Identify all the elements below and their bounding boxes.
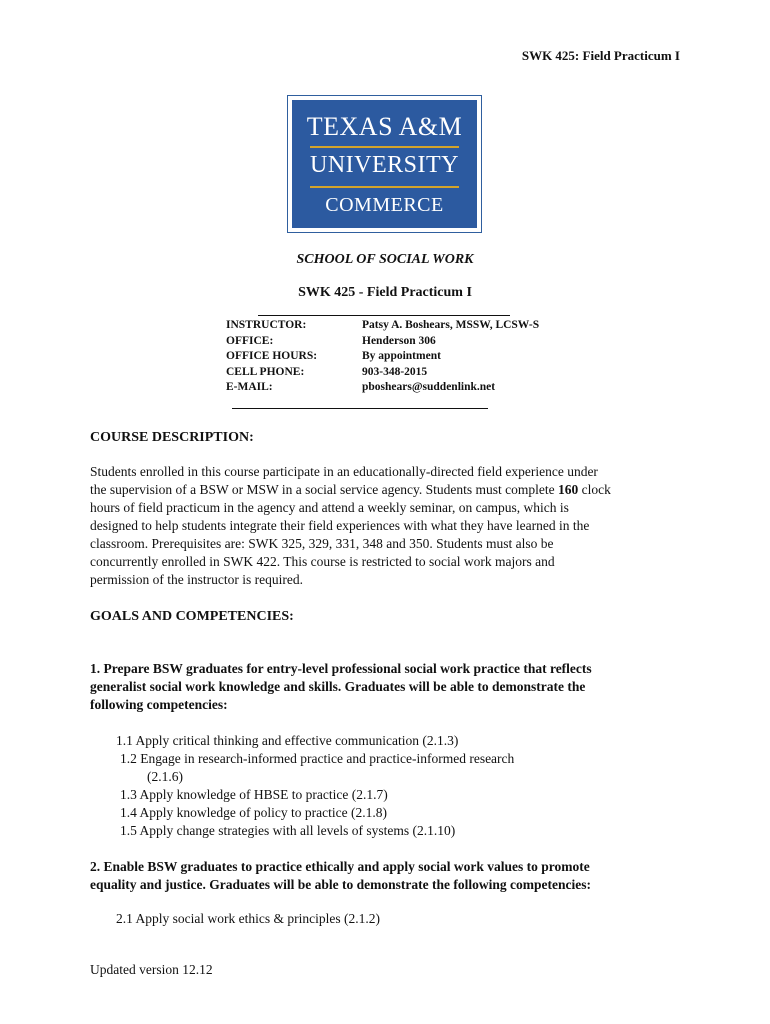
top-divider	[258, 315, 510, 316]
cell-phone-value: 903-348-2015	[362, 365, 428, 378]
cell-phone-label: CELL PHONE:	[226, 365, 305, 378]
email-label: E-MAIL:	[226, 381, 273, 393]
office-hours-value: By appointment	[362, 350, 441, 362]
goal-2-line: equality and justice. Graduates will be able to demonstrate the following competencies:	[90, 877, 591, 892]
university-logo	[287, 95, 482, 233]
competency-item: 1.3 Apply knowledge of HBSE to practice (2.1.7)	[120, 787, 388, 802]
competency-item: 2.1 Apply social work ethics & principles (2.1.2)	[116, 911, 380, 926]
course-title: SWK 425 - Field Practicum I	[298, 285, 472, 300]
logo-line-1: TEXAS A&M	[306, 112, 463, 141]
description-line: designed to help students integrate their field experiences with what they have learned in the	[90, 518, 590, 533]
goal-1-competencies	[116, 732, 716, 840]
goal-1-line: 1. Prepare BSW graduates for entry-level professional social work practice that reflects	[90, 661, 592, 676]
course-description-heading: COURSE DESCRIPTION:	[90, 430, 254, 445]
logo-divider	[310, 186, 459, 188]
bottom-divider	[232, 408, 488, 409]
email-value: pboshears@suddenlink.net	[362, 381, 496, 393]
school-name: SCHOOL OF SOCIAL WORK	[296, 252, 474, 267]
office-label: OFFICE:	[226, 334, 274, 347]
goals-heading: GOALS AND COMPETENCIES:	[90, 609, 294, 624]
instructor-value: Patsy A. Boshears, MSSW, LCSW-S	[362, 319, 540, 331]
instructor-label: INSTRUCTOR:	[226, 319, 307, 331]
logo-line-3: COMMERCE	[325, 194, 444, 216]
goal-2-statement	[90, 858, 720, 894]
logo-divider	[310, 146, 459, 148]
goal-1-line: following competencies:	[90, 697, 228, 712]
footer-version: Updated version 12.12	[90, 962, 213, 977]
competency-item: 1.4 Apply knowledge of policy to practice (2.1.8)	[120, 805, 387, 820]
description-line: hours of field practicum in the agency and attend a weekly seminar, on campus, which is	[90, 500, 569, 515]
clock-hours-value: 160	[558, 482, 579, 497]
goal-1-statement	[90, 660, 710, 714]
office-value: Henderson 306	[362, 334, 436, 347]
competency-item: 1.1 Apply critical thinking and effective communication (2.1.3)	[116, 733, 459, 748]
description-line: concurrently enrolled in SWK 422. This course is restricted to social work majors and	[90, 554, 555, 569]
info-values	[362, 318, 539, 396]
competency-item: 1.2 Engage in research-informed practice and practice-informed research	[120, 751, 515, 766]
description-line: Students enrolled in this course participate in an educationally-directed field experience under	[90, 464, 598, 479]
goal-2-line: 2. Enable BSW graduates to practice ethically and apply social work values to promote	[90, 859, 590, 874]
description-text: clock	[578, 482, 611, 497]
running-header: SWK 425: Field Practicum I	[521, 48, 680, 63]
info-labels	[226, 318, 317, 396]
description-text: the supervision of a BSW or MSW in a social service agency. Students must complete	[90, 482, 559, 497]
logo-line-2: UNIVERSITY	[310, 152, 459, 178]
goal-1-line: generalist social work knowledge and skills. Graduates will be able to demonstrate the	[90, 679, 586, 694]
description-line: permission of the instructor is required.	[90, 572, 303, 587]
competency-item: 1.5 Apply change strategies with all levels of systems (2.1.10)	[120, 823, 456, 838]
office-hours-label: OFFICE HOURS:	[226, 350, 318, 362]
course-description	[90, 463, 710, 589]
description-line: classroom. Prerequisites are: SWK 325, 329, 331, 348 and 350. Students must also be	[90, 536, 554, 551]
competency-item-continued: (2.1.6)	[147, 769, 183, 784]
description-line	[90, 481, 710, 499]
goal-2-competencies	[116, 910, 716, 928]
